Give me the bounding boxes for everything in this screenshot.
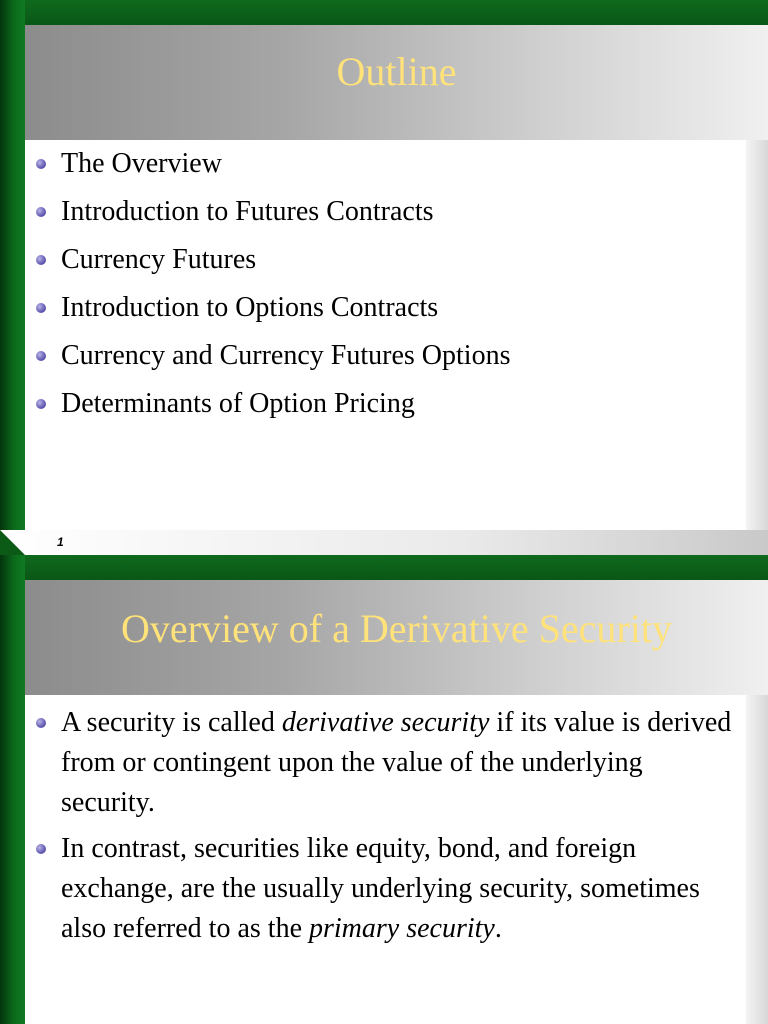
- bullet-icon: [36, 255, 46, 265]
- bullet-text-after: .: [494, 913, 502, 944]
- bullet-text: Determinants of Option Pricing: [61, 388, 415, 419]
- slide-footer: [0, 530, 768, 555]
- bullet-text-after: if its value is derived from or contingent upon the value of the underlying security.: [61, 707, 732, 818]
- slide-2: [0, 555, 768, 1024]
- bullet-text: The Overview: [61, 148, 222, 179]
- bullet-icon: [36, 303, 46, 313]
- list-item: [35, 829, 736, 949]
- bullet-icon: [36, 399, 46, 409]
- bullet-text-emphasis: primary security: [309, 913, 495, 944]
- list-item: [35, 703, 736, 823]
- bullet-text-before: A security is called: [61, 707, 282, 738]
- frame-top-bevel: [0, 0, 768, 25]
- list-item: [35, 386, 736, 422]
- bullet-text: Introduction to Options Contracts: [61, 292, 439, 323]
- bullet-text: Currency Futures: [61, 244, 257, 275]
- frame-left-bevel: [0, 0, 25, 555]
- list-item: [35, 338, 736, 374]
- frame-left-bevel: [0, 555, 25, 1024]
- slide-content: [25, 695, 746, 1024]
- bullet-icon: [36, 207, 46, 217]
- list-item: [35, 194, 736, 230]
- frame-top-bevel: [0, 555, 768, 580]
- bullet-text: Currency and Currency Futures Options: [61, 340, 511, 371]
- bullet-icon: [36, 844, 46, 854]
- slide-content: [25, 140, 746, 530]
- bullet-icon: [36, 159, 46, 169]
- slide-right-edge: [746, 140, 768, 530]
- bullet-list: [35, 146, 736, 434]
- bullet-text-emphasis: derivative security: [281, 707, 490, 738]
- bullet-text: Introduction to Futures Contracts: [61, 196, 434, 227]
- list-item: [35, 290, 736, 326]
- slide-title: Outline: [336, 49, 457, 94]
- footer-bevel-corner: [0, 530, 25, 555]
- bullet-icon: [36, 718, 46, 728]
- slide-right-edge: [746, 695, 768, 1024]
- bullet-text-before: In contrast, securities like equity, bond, and foreign exchange, are the usually underlying security, sometimes also referred to as the: [61, 833, 700, 944]
- bullet-list: [35, 703, 736, 955]
- list-item: [35, 242, 736, 278]
- slide-title: Overview of a Derivative Security: [121, 606, 672, 651]
- page-number: 1: [57, 535, 64, 549]
- bullet-icon: [36, 351, 46, 361]
- list-item: [35, 146, 736, 182]
